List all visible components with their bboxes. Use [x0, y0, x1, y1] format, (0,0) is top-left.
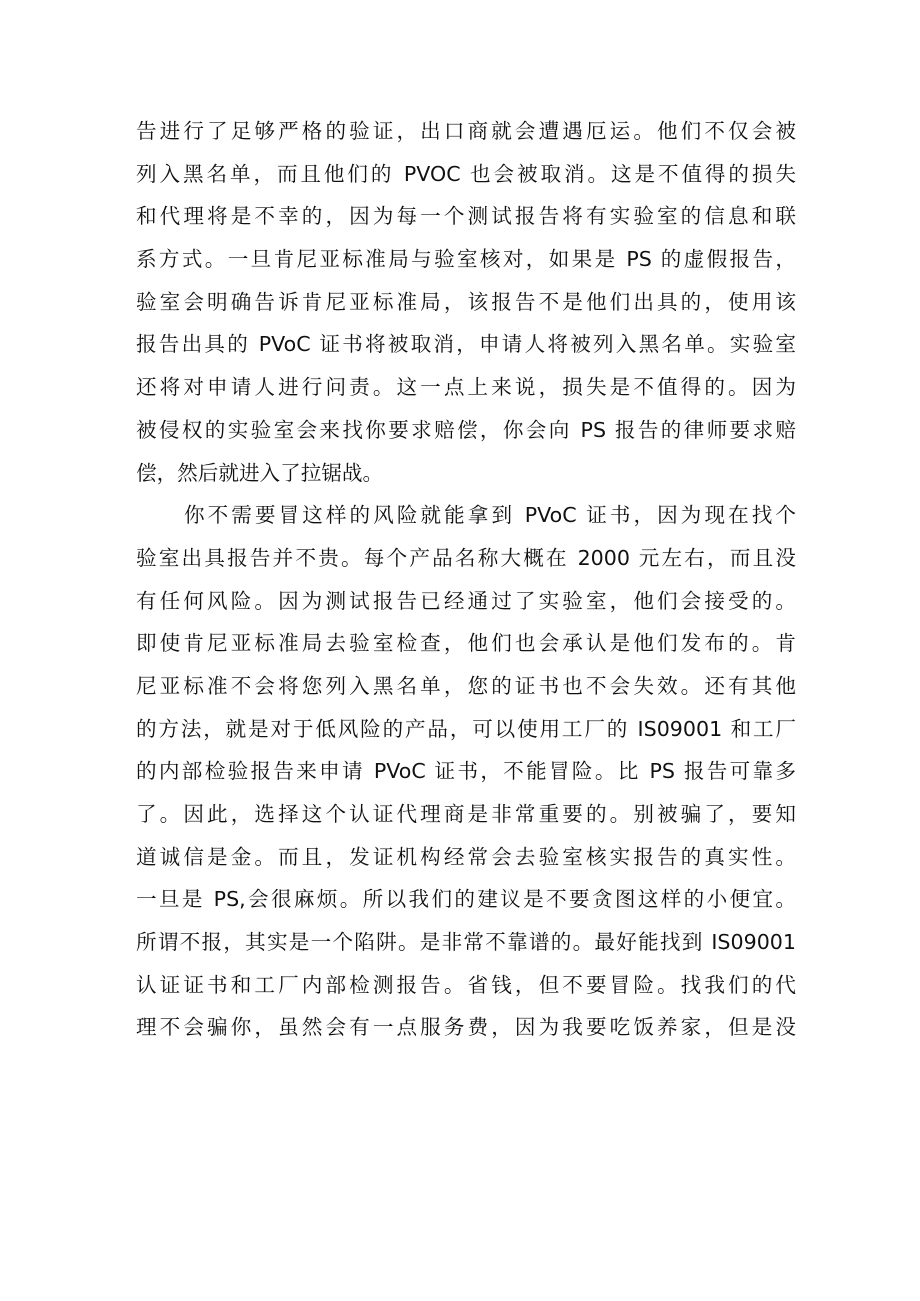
paragraph-1	[136, 110, 796, 494]
text-line: 即使肯尼亚标准局去验室检查，他们也会承认是他们发布的。肯	[136, 631, 796, 656]
text-line: 偿，然后就进入了拉锯战。	[136, 460, 384, 485]
text-line: 所谓不报，其实是一个陷阱。是非常不靠谱的。最好能找到 IS09001	[136, 930, 796, 955]
text-line: 了。因此，选择这个认证代理商是非常重要的。别被骗了，要知	[136, 802, 796, 826]
text-line: 一旦是 PS,会很麻烦。所以我们的建议是不要贪图这样的小便宜。	[136, 887, 796, 912]
text-line: 还将对申请人进行问责。这一点上来说，损失是不值得的。因为	[136, 375, 796, 400]
text-line: 认证证书和工厂内部检测报告。省钱，但不要冒险。找我们的代	[136, 972, 796, 997]
text-line: 告进行了足够严格的验证，出口商就会遭遇厄运。他们不仅会被	[136, 119, 796, 143]
text-line: 列入黑名单，而且他们的 PVOC 也会被取消。这是不值得的损失	[136, 161, 796, 186]
text-line: 的方法，就是对于低风险的产品，可以使用工厂的 IS09001 和工厂	[136, 716, 796, 741]
text-line: 有任何风险。因为测试报告已经通过了实验室，他们会接受的。	[136, 588, 796, 613]
text-line: 系方式。一旦肯尼亚标准局与验室核对，如果是 PS 的虚假报告，	[136, 247, 796, 272]
text-line: 验室出具报告并不贵。每个产品名称大概在 2000 元左右，而且没	[136, 545, 796, 570]
text-line: 和代理将是不幸的，因为每一个测试报告将有实验室的信息和联	[136, 204, 796, 229]
text-line: 道诚信是金。而且，发证机构经常会去验室核实报告的真实性。	[136, 844, 796, 869]
text-line: 被侵权的实验室会来找你要求赔偿，你会向 PS 报告的律师要求赔	[136, 417, 796, 442]
document-body	[136, 110, 796, 1049]
paragraph-2	[136, 494, 796, 1049]
text-line: 报告出具的 PVoC 证书将被取消，申请人将被列入黑名单。实验室	[136, 332, 796, 357]
text-line: 理不会骗你，虽然会有一点服务费，因为我要吃饭养家，但是没	[136, 1015, 796, 1040]
text-line: 尼亚标准不会将您列入黑名单，您的证书也不会失效。还有其他	[136, 673, 796, 698]
text-line: 验室会明确告诉肯尼亚标准局，该报告不是他们出具的，使用该	[136, 289, 796, 314]
text-line: 的内部检验报告来申请 PVoC 证书，不能冒险。比 PS 报告可靠多	[136, 759, 796, 784]
text-line: 你不需要冒这样的风险就能拿到 PVoC 证书，因为现在找个	[184, 503, 796, 528]
